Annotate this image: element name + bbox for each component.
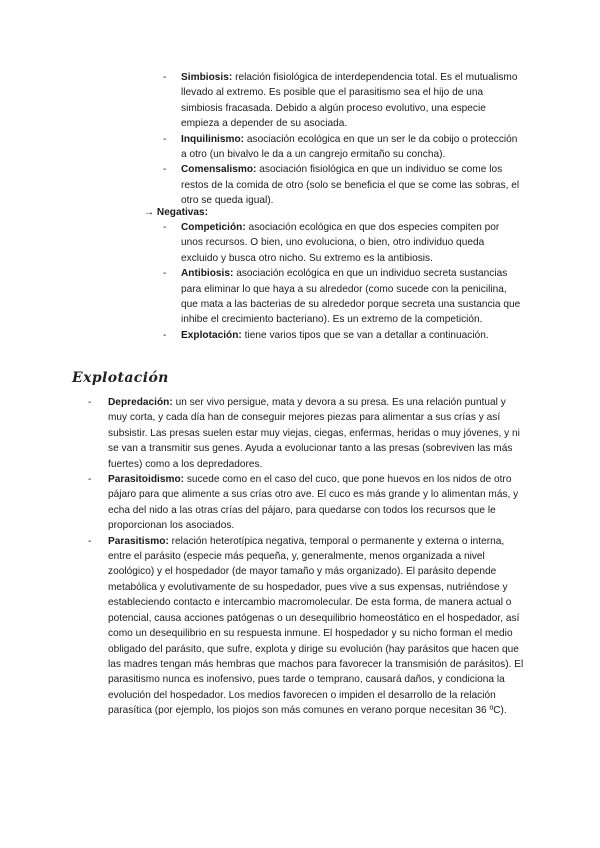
term-description: asociación ecológica en que dos especies compiten por unos recursos. O bien, uno evoluciona, o bien, otro individuo queda excluido y busca otro nicho. Su extremo es la antibiosis. [181,222,500,264]
term-label: Explotación: [181,329,242,341]
term-description: sucede como en el caso del cuco, que pone huevos en los nidos de otro pájaro para que alimente a sus crías otro ave. El cuco es más grande y lo alimentan más, y echa del nido a las otras crías del pájaro, para quedarse con todos los recursos que le proporcionan los asociados. [108,474,519,532]
section-title: Explotación [72,370,169,386]
bullet-dash: - [88,535,92,547]
term-description: tiene varios tipos que se van a detallar a continuación. [241,329,489,341]
term-label: Comensalismo: [181,164,257,176]
term-label: Antibiosis: [181,268,234,280]
term-label: Inquilinismo: [181,133,245,145]
list-item-antibiosis [163,266,521,328]
list-item-simbiosis [163,70,521,132]
bullet-dash: - [163,268,167,280]
term-description: asociación fisiológica en que un individuo se come los restos de la comida de otro (solo se beneficia el que se come las sobras, el otro se queda igual). [181,164,520,207]
term-description: relación heterotípica negativa, temporal o permanente y externa o interna, entre el parásito (especie más pequeña, y, generalmente, menos organizada a nivel zoológico) y el hospedador (de mayor tamaño y más organizado). El parásito depende metabólica y evolutivamente de su hospedador, pues vive a sus expensas, nutriéndose y estableciendo contacto e intercambio macromolecular. De esta forma, de manera actual o potencial, causa acciones patógenas o un desequilibrio homeostático en el hospedador, así como un desequilibrio en su respuesta inmune. El hospedador y su nicho forman el medio obligado del parásito, que sufre, explota y dirige su evolución (hay parásitos que hacen que las madres tengan más hembras que machos para favorecer la transmisión de parásitos). El parasitismo nunca es inofensivo, pues tarde o temprano, causará daños, y condiciona la evolución del hospedador. Los medios favorecen o impiden el desarrollo de la relación parasítica (por ejemplo, los piojos son más comunes en verano porque necesitan 36 ºC). [108,535,524,717]
term-description: un ser vivo persigue, mata y devora a su presa. Es una relación puntual y muy corta, y cada día han de conseguir mejores piezas para alimentar a sus crías y así subsistir. Las presas suelen estar muy viejas, ciegas, enfermas, heridas o muy jóvenes, y ni se van a transmitir sus genes. Ayuda a evolucionar tanto a las presas (sobreviven las más fuertes) como a los depredadores. [108,397,520,470]
term-label: Depredación: [108,397,173,408]
list-item-inquilinismo [163,132,521,163]
bullet-dash: - [163,72,167,83]
list-item-competicion [163,220,521,266]
negatives-heading: → Negativas: [144,207,208,218]
bullet-dash: - [88,397,92,408]
bullet-dash: - [163,164,167,176]
term-description: asociación ecológica en que un ser le da cobijo o protección a otro (un bivalvo le da a un cangrejo ermitaño su concha). [181,133,518,161]
list-item-comensalismo [163,162,521,208]
bullet-dash: - [163,133,167,145]
explotacion-list [88,395,526,719]
list-item-parasitoidismo [88,472,526,534]
list-item-parasitismo [88,534,526,719]
term-label: Competición: [181,222,246,233]
term-label: Simbiosis: [181,72,233,83]
term-description: relación fisiológica de interdependencia total. Es el mutualismo llevado al extremo. Es posible que el parasitismo sea el hijo de una simbiosis fracasada. Debido a algún proceso evolutivo, una especie empieza a depender de su asociada. [181,72,518,130]
bullet-dash: - [88,474,92,486]
symbiosis-list [163,70,521,209]
term-description: asociación ecológica en que un individuo secreta sustancias para eliminar lo que haya a su alrededor (como sucede con la penicilina, que mata a las bacterias de su alrededor porque secreta una sustancia que inhibe el crecimiento bacteriano). Es un extremo de la competición. [181,268,521,326]
bullet-dash: - [163,329,167,341]
list-item-depredacion [88,395,526,472]
negative-list [163,220,521,343]
term-label: Parasitoidismo: [108,474,185,486]
term-label: Parasitismo: [108,535,169,547]
bullet-dash: - [163,222,167,233]
list-item-explotacion [163,328,521,343]
